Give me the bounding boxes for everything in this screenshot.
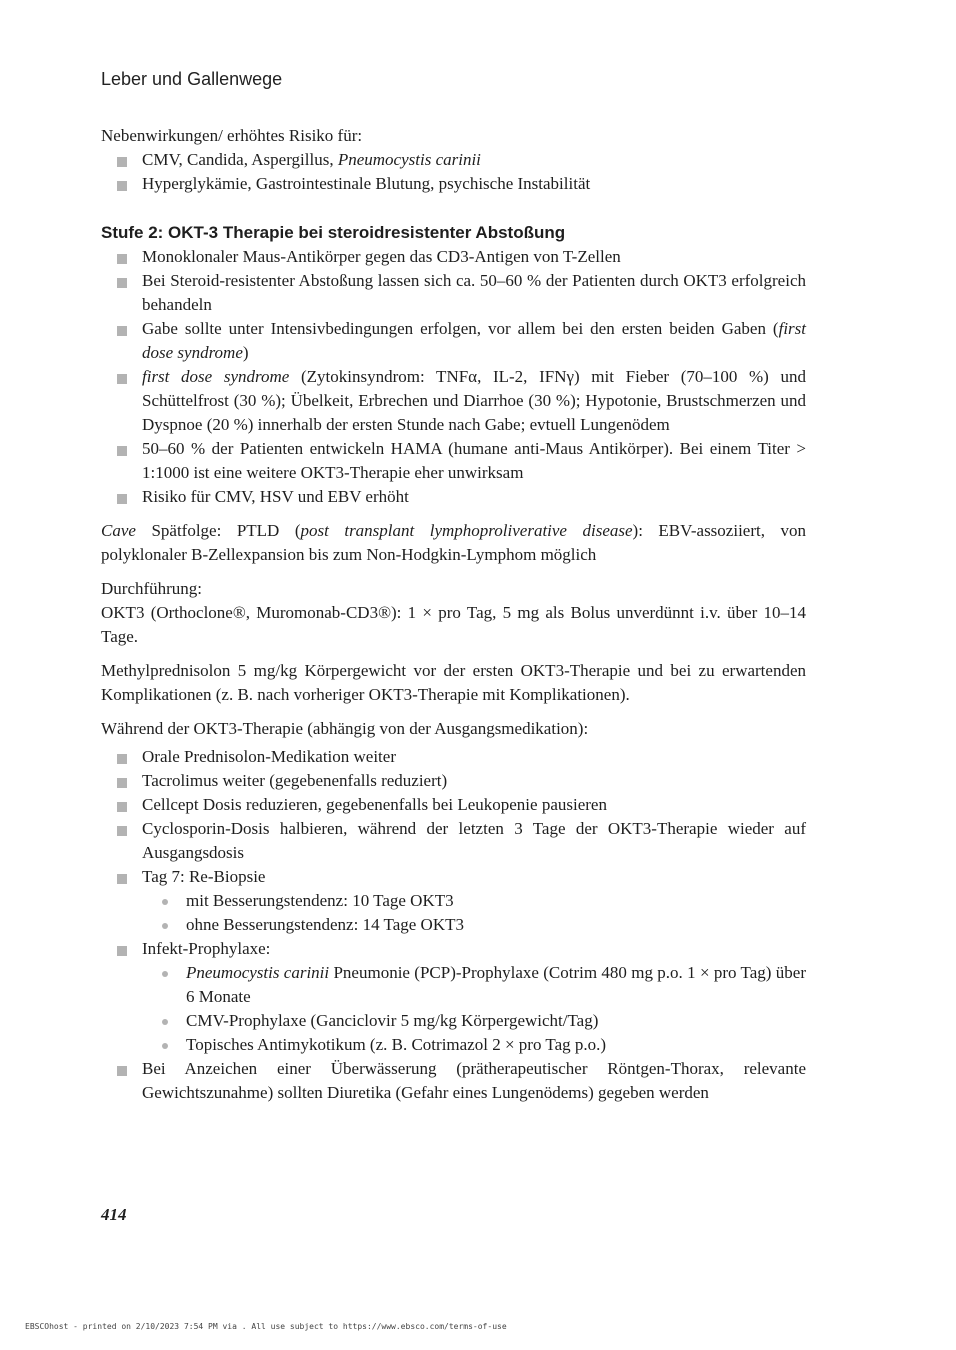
item-text: (Zytokinsyndrom: TNFα, IL-2, IFNγ) mit Fieber (70–100 %) und Schüttelfrost (30 %); Übelkeit, Erbrechen und Diarrhoe (30 %); Hypotonie, Brustschmerzen und Dyspnoe (20 %) innerhalb der ersten Stunde nach Gabe; evtuell Lungenödem xyxy=(142,367,806,434)
list-item: Tacrolimus weiter (gegebenenfalls reduziert) xyxy=(101,769,806,793)
item-text: CMV, Candida, Aspergillus, xyxy=(142,150,338,169)
item-text: ) xyxy=(242,343,249,362)
list-item: Monoklonaler Maus-Antikörper gegen das CD3-Antigen von T-Zellen xyxy=(101,245,806,269)
side-effects-label: Nebenwirkungen/ erhöhtes Risiko für: xyxy=(101,126,363,145)
item-text: Tag 7: Re-Biopsie xyxy=(142,867,266,886)
list-item: Cyclosporin-Dosis halbieren, während der letzten 3 Tage der OKT3-Therapie wieder auf Ausgangsdosis xyxy=(101,817,806,865)
list-item: Cellcept Dosis reduzieren, gegebenenfalls bei Leukopenie pausieren xyxy=(101,793,806,817)
sub-list-item xyxy=(142,961,806,1009)
item-text: Hyperglykämie, Gastrointestinale Blutung, psychische Instabilität xyxy=(142,174,591,193)
item-text: Infekt-Prophylaxe: xyxy=(142,939,271,958)
running-header: Leber und Gallenwege xyxy=(101,69,283,89)
procedure-label: Durchführung: xyxy=(101,579,203,598)
list-item xyxy=(101,937,806,1057)
list-item xyxy=(101,148,806,172)
okt3-list xyxy=(101,245,806,509)
side-effects-list xyxy=(101,148,806,196)
during-therapy-label: Während der OKT3-Therapie (abhängig von der Ausgangsmedikation): xyxy=(101,719,589,738)
sub-list xyxy=(142,889,806,937)
section-heading: Stufe 2: OKT-3 Therapie bei steroidresistenter Abstoßung xyxy=(101,223,566,242)
list-item xyxy=(101,865,806,937)
sub-list-item: CMV-Prophylaxe (Ganciclovir 5 mg/kg Körpergewicht/Tag) xyxy=(142,1009,806,1033)
sub-list-item: Topisches Antimykotikum (z. B. Cotrimazol 2 × pro Tag p.o.) xyxy=(142,1033,806,1057)
list-item: Bei Steroid-resistenter Abstoßung lassen sich ca. 50–60 % der Patienten durch OKT3 erfolgreich behandeln xyxy=(101,269,806,317)
item-text: Gabe sollte unter Intensivbedingungen erfolgen, vor allem bei den ersten beiden Gaben ( xyxy=(142,319,779,338)
item-italic-text: Pneumocystis carinii xyxy=(186,963,330,982)
list-item xyxy=(101,365,806,437)
cave-italic: Cave xyxy=(101,521,136,540)
list-item: 50–60 % der Patienten entwickeln HAMA (humane anti-Maus Antikörper). Bei einem Titer > 1:1000 ist eine weitere OKT3-Therapie eher unwirksam xyxy=(101,437,806,485)
sub-list-item: ohne Besserungstendenz: 14 Tage OKT3 xyxy=(142,913,806,937)
list-item: Risiko für CMV, HSV und EBV erhöht xyxy=(101,485,806,509)
cave-italic-term: post transplant lymphoproliverative disease xyxy=(300,521,633,540)
during-therapy-list xyxy=(101,745,806,1105)
sub-list-item: mit Besserungstendenz: 10 Tage OKT3 xyxy=(142,889,806,913)
item-italic-text: Pneumocystis carinii xyxy=(337,150,481,169)
list-item xyxy=(101,317,806,365)
page-content xyxy=(101,124,806,1105)
cave-text: Spätfolge: PTLD ( xyxy=(135,521,301,540)
list-item: Bei Anzeichen einer Überwässerung (prätherapeutischer Röntgen-Thorax, relevante Gewichtszunahme) sollten Diuretika (Gefahr eines Lungenödems) gegeben werden xyxy=(101,1057,806,1105)
page-number: 414 xyxy=(101,1205,127,1224)
cave-text: ): EBV-assoziiert, von polyklonaler B-Zellexpansion bis zum Non-Hodgkin-Lymphom möglich xyxy=(101,521,806,564)
item-italic-text: first dose syndrome xyxy=(142,319,806,362)
sub-list xyxy=(142,961,806,1057)
cave-paragraph xyxy=(101,519,806,567)
footer-notice: EBSCOhost - printed on 2/10/2023 7:54 PM via . All use subject to https://www.ebsco.com/terms-of-use xyxy=(25,1322,507,1331)
list-item: Orale Prednisolon-Medikation weiter xyxy=(101,745,806,769)
item-italic-text: first dose syndrome xyxy=(142,367,290,386)
item-text: Pneumonie (PCP)-Prophylaxe (Cotrim 480 mg p.o. 1 × pro Tag) über 6 Monate xyxy=(186,963,806,1006)
procedure-text: OKT3 (Orthoclone®, Muromonab-CD3®): 1 × pro Tag, 5 mg als Bolus unverdünnt i.v. über 10–14 Tage. xyxy=(101,603,806,646)
list-item xyxy=(101,172,806,196)
methylprednisolon-paragraph: Methylprednisolon 5 mg/kg Körpergewicht vor der ersten OKT3-Therapie und bei zu erwartenden Komplikationen (z. B. nach vorheriger OKT3-Therapie mit Komplikationen). xyxy=(101,661,806,704)
